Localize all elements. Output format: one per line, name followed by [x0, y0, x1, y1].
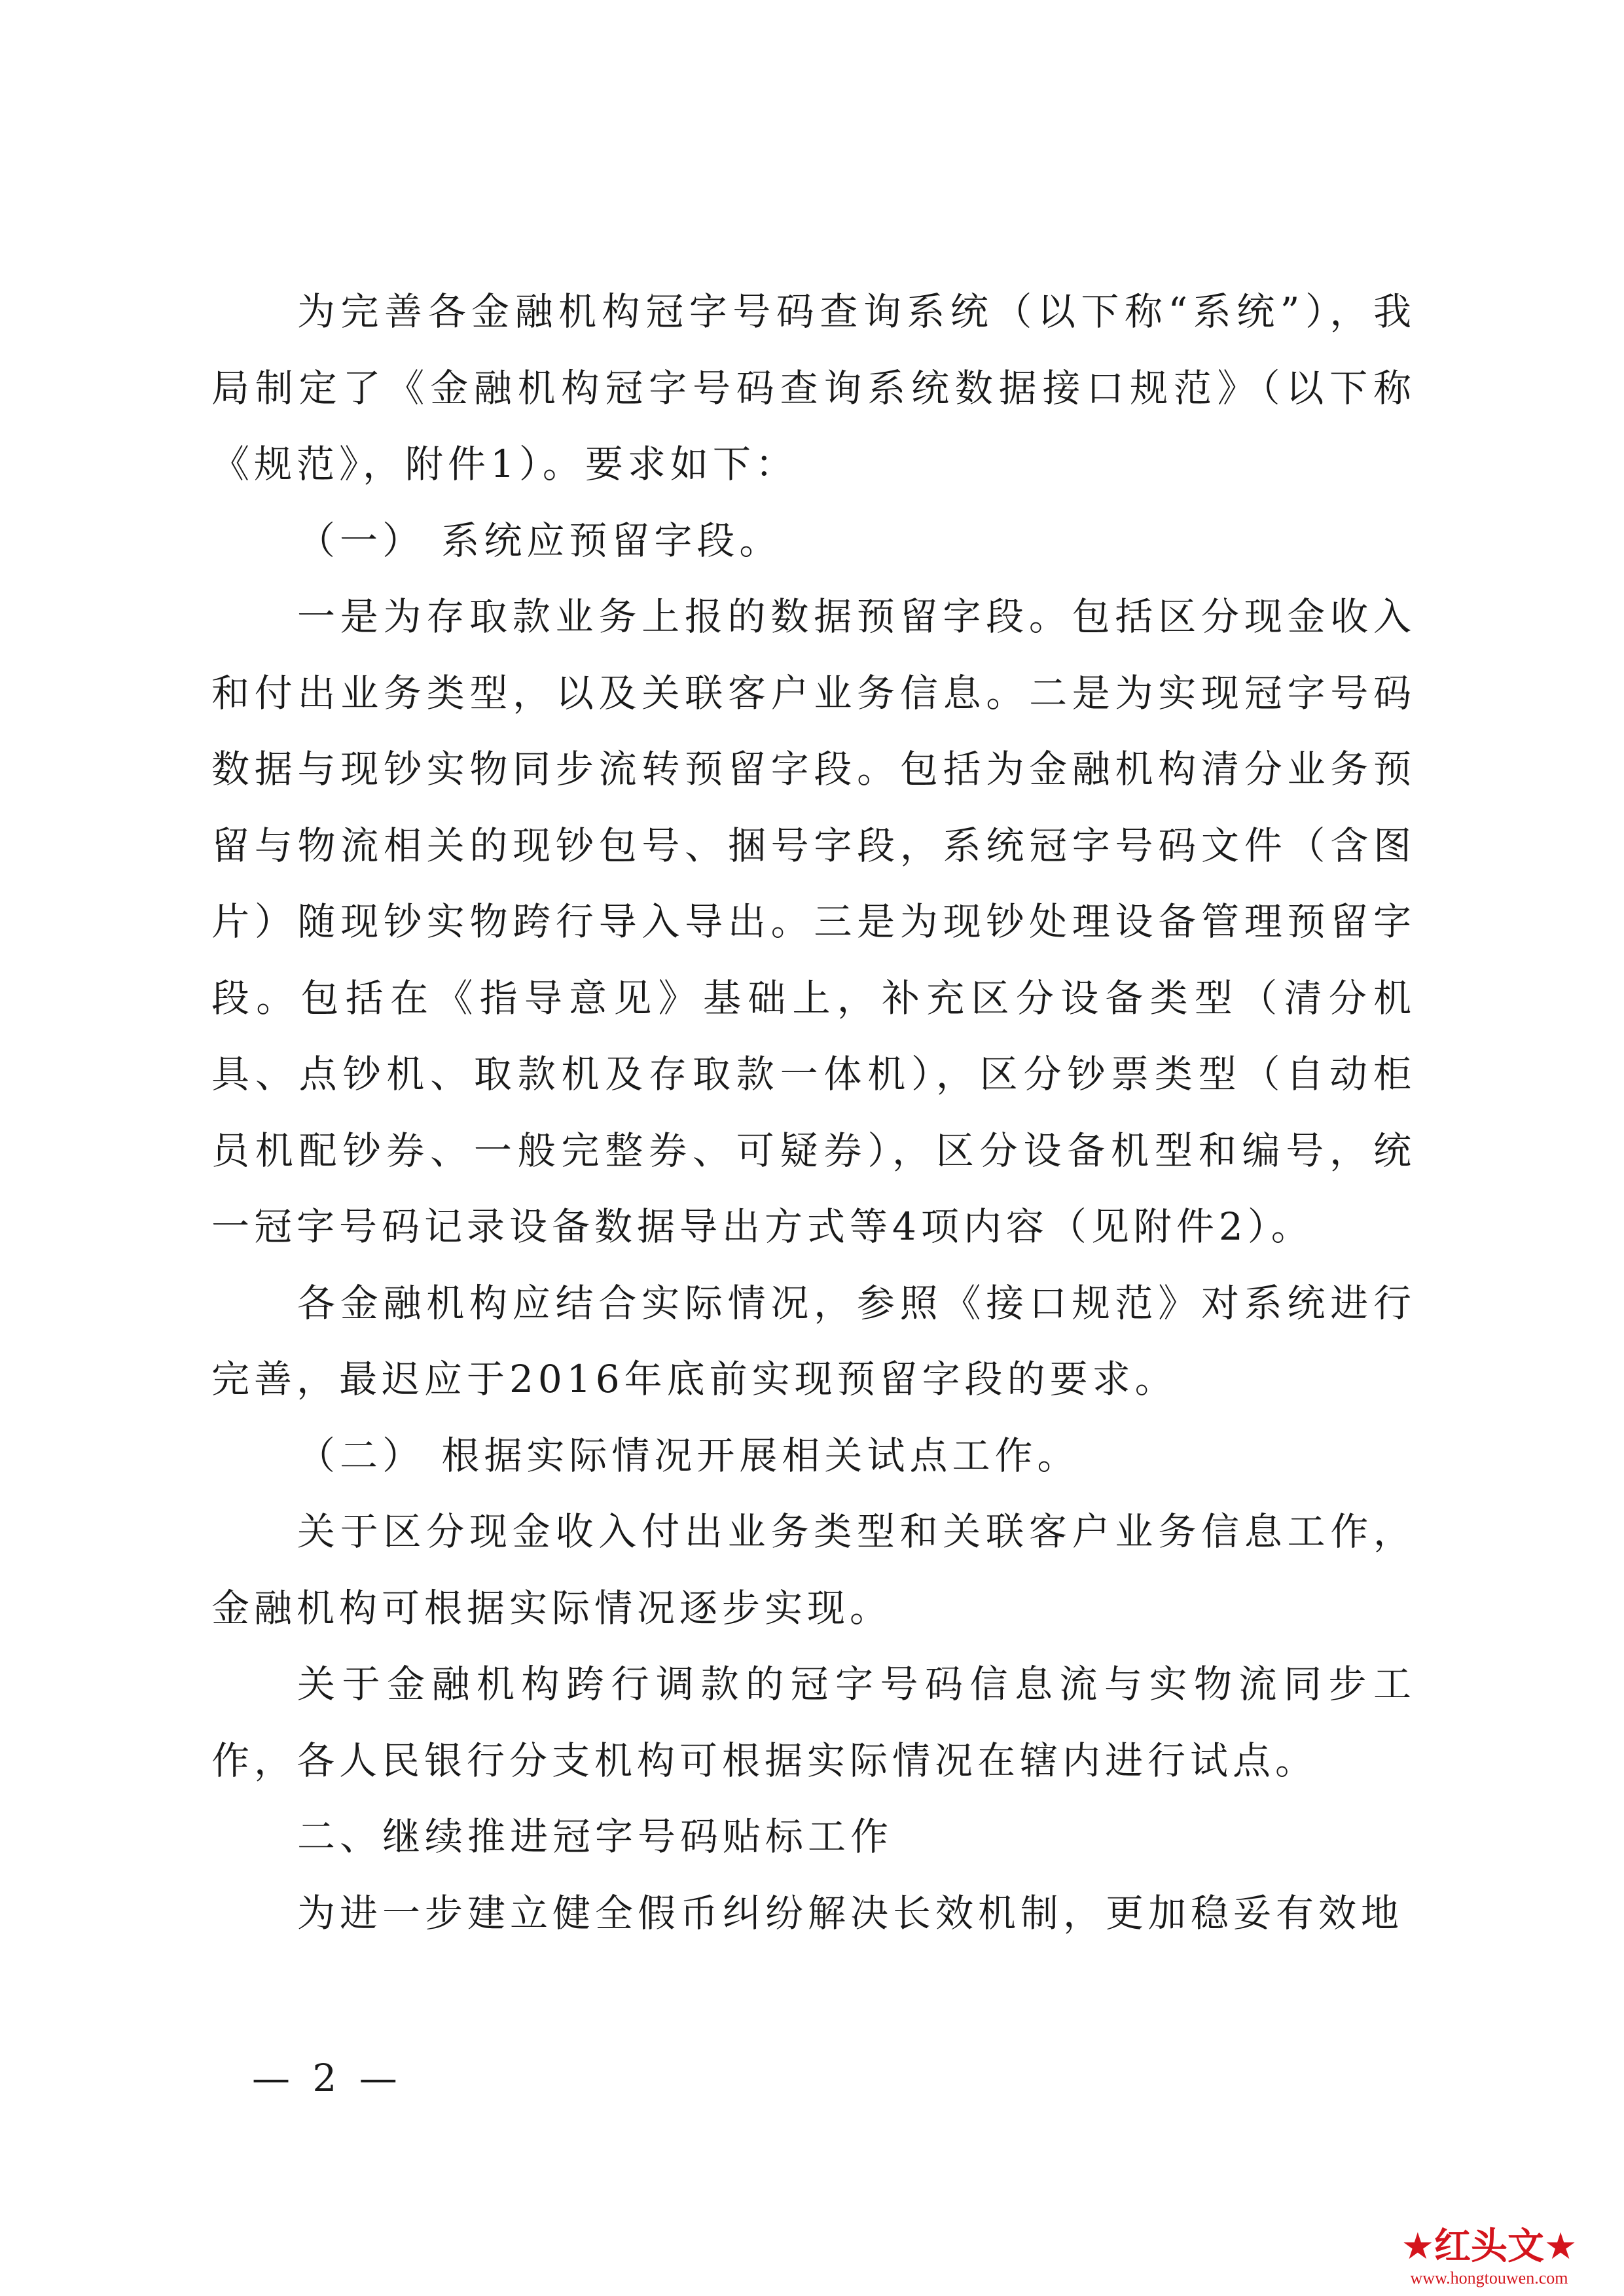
paragraph-deadline: 各金融机构应结合实际情况，参照《接口规范》对系统进行完善，最迟应于2016年底前实现预留字段的要求。 — [211, 1280, 1416, 1401]
page-number: — 2 — — [252, 2056, 403, 2100]
watermark-url: www.hongtouwen.com — [1410, 2269, 1568, 2287]
star-icon: ★ — [1544, 2225, 1578, 2268]
watermark-logo — [1371, 2225, 1607, 2291]
paragraph-reserve-details: 一是为存取款业务上报的数据预留字段。包括区分现金收入和付出业务类型，以及关联客户业务信息。二是为实现冠字号码数据与现钞实物同步流转预留字段。包括为金融机构清分业务预留与物流相关的现钞包号、捆号字段，系统冠字号码文件（含图片）随现钞实物跨行导入导出。三是为现钞处理设备管理预留字段。包括在《指导意见》基础上，补充区分设备类型（清分机具、点钞机、取款机及存取款一体机），区分钞票类型（自动柜员机配钞券、一般完整券、可疑券），区分设备机型和编号，统一冠字号码记录设备数据导出方式等4项内容（见附件2）。 — [211, 594, 1416, 1249]
watermark-title — [1371, 2225, 1607, 2269]
heading-reserve-fields: （一） 系统应预留字段。 — [297, 518, 782, 563]
paragraph-interbank-pilot: 关于金融机构跨行调款的冠字号码信息流与实物流同步工作，各人民银行分支机构可根据实际情况在辖内进行试点。 — [211, 1662, 1416, 1783]
paragraph-intro: 为完善各金融机构冠字号码查询系统（以下称“系统”），我局制定了《金融机构冠字号码查询系统数据接口规范》（以下称《规范》，附件1）。要求如下： — [211, 289, 1416, 486]
paragraph-cash-business: 关于区分现金收入付出业务类型和关联客户业务信息工作，金融机构可根据实际情况逐步实现。 — [211, 1509, 1416, 1630]
body-text — [211, 274, 1416, 1951]
watermark-title-text: 红头文 — [1434, 2225, 1544, 2268]
heading-pilot-work: （二） 根据实际情况开展相关试点工作。 — [297, 1433, 1080, 1478]
heading-labeling-work: 二、继续推进冠字号码贴标工作 — [297, 1814, 893, 1859]
star-icon: ★ — [1401, 2225, 1434, 2268]
paragraph-counterfeit-mechanism: 为进一步建立健全假币纠纷解决长效机制，更加稳妥有效地 — [297, 1890, 1404, 1935]
